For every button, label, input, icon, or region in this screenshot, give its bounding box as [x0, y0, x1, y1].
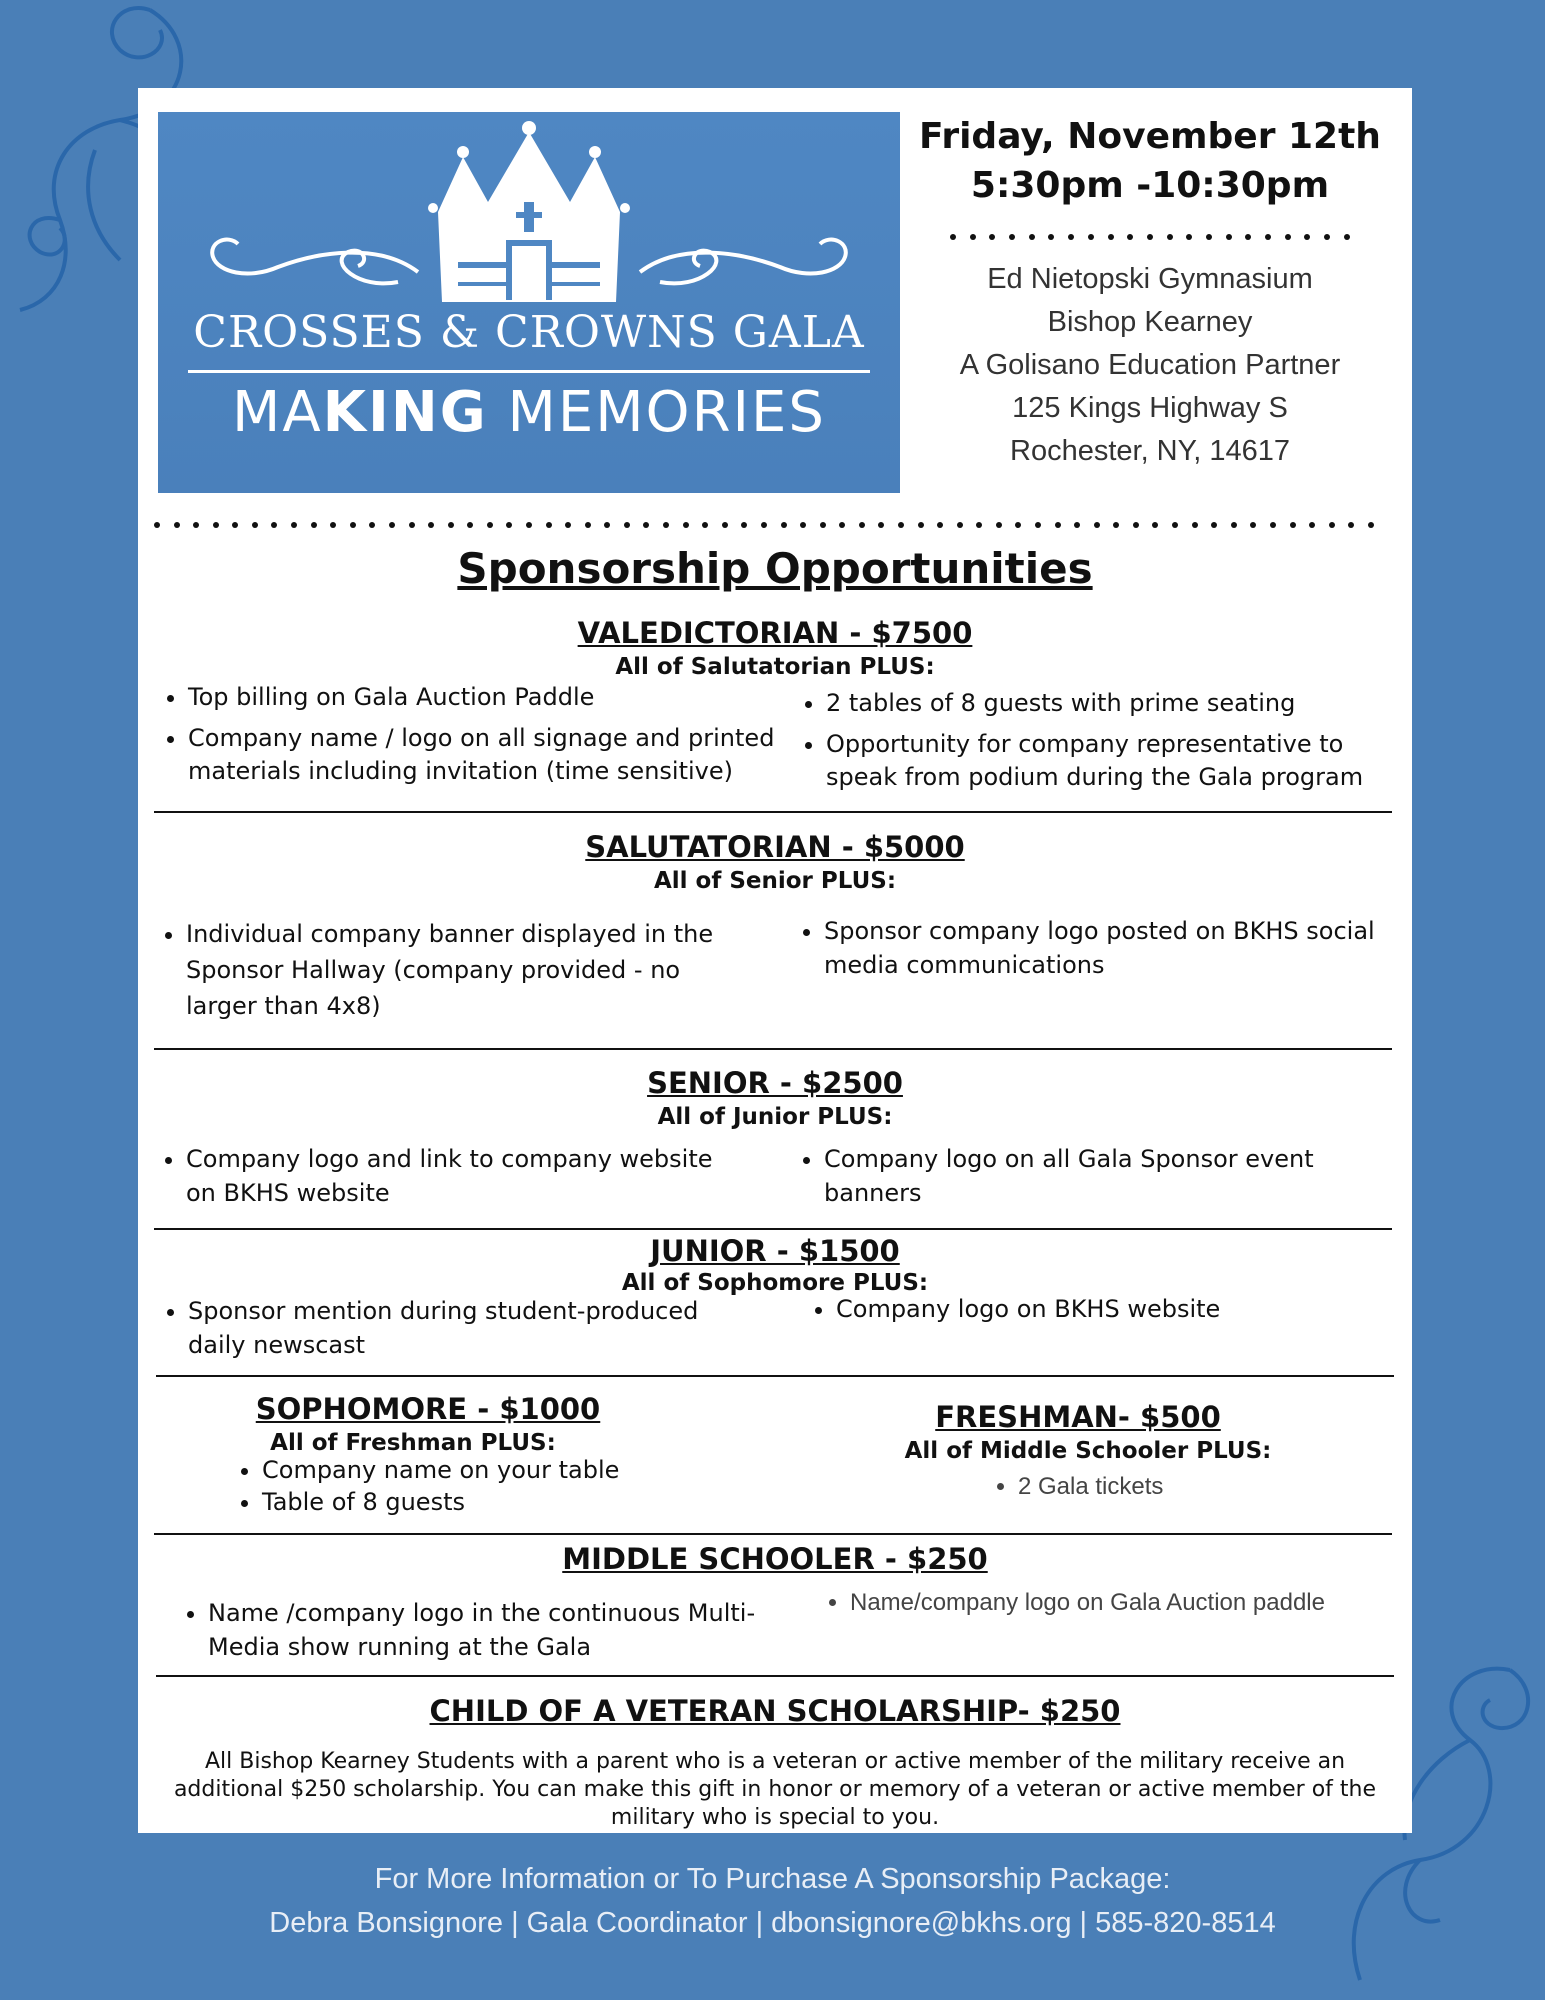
junior-title: JUNIOR - $1500 [650, 1234, 900, 1268]
event-date: Friday, November 12th [919, 116, 1381, 157]
valedictorian-right-list [796, 686, 1396, 802]
sponsorship-heading: Sponsorship Opportunities [457, 544, 1093, 593]
logo-tagline [158, 380, 900, 445]
venue-line: Bishop Kearney [1047, 306, 1253, 338]
venue-line: Rochester, NY, 14617 [1010, 435, 1290, 467]
logo-tagline-part1: MA [232, 380, 323, 445]
section-divider [154, 1533, 1392, 1535]
salutatorian-subtitle: All of Senior PLUS: [653, 868, 897, 894]
flyer-card [138, 88, 1412, 1833]
list-item: • Company logo on BKHS website [836, 1292, 1326, 1326]
venue-line: A Golisano Education Partner [959, 349, 1341, 381]
salutatorian-left-list [156, 916, 726, 1032]
venue-line: 125 Kings Highway S [1012, 392, 1288, 424]
gala-logo [158, 112, 900, 493]
logo-tagline-bold: KING [322, 380, 488, 445]
list-item: • Sponsor company logo posted on BKHS social media communications [824, 914, 1394, 982]
list-item: • Top billing on Gala Auction Paddle [188, 680, 778, 714]
dotted-divider [950, 234, 1350, 240]
freshman-title: FRESHMAN- $500 [935, 1400, 1221, 1434]
list-item: • Company name on your table [262, 1454, 652, 1486]
list-item: • Name/company logo on Gala Auction paddle [850, 1586, 1400, 1620]
salutatorian-right-list [794, 914, 1394, 990]
venue-address [908, 258, 1392, 473]
sophomore-title: SOPHOMORE - $1000 [255, 1392, 601, 1426]
section-divider [156, 1375, 1394, 1377]
valedictorian-subtitle: All of Salutatorian PLUS: [615, 654, 935, 680]
list-item: • Company name / logo on all signage and printed materials including invitation (time sensitive) [188, 722, 778, 788]
event-info [908, 112, 1392, 473]
middle-schooler-right-list [820, 1586, 1400, 1628]
logo-title: CROSSES & CROWNS GALA [193, 307, 865, 358]
list-item: • Name /company logo in the continuous Multi-Media show running at the Gala [208, 1596, 758, 1664]
freshman-subtitle: All of Middle Schooler PLUS: [904, 1438, 1272, 1464]
section-divider [154, 811, 1392, 813]
list-item: • Sponsor mention during student-produced daily newscast [188, 1294, 718, 1362]
list-item: • Table of 8 guests [262, 1486, 652, 1518]
venue-line: Ed Nietopski Gymnasium [987, 263, 1313, 295]
logo-divider [188, 370, 870, 373]
list-item: • 2 tables of 8 guests with prime seating [826, 686, 1396, 720]
junior-right-list [806, 1292, 1326, 1334]
salutatorian-title: SALUTATORIAN - $5000 [585, 830, 965, 864]
valedictorian-title: VALEDICTORIAN - $7500 [577, 616, 973, 650]
list-item: • Company logo on all Gala Sponsor event banners [824, 1142, 1314, 1210]
senior-title: SENIOR - $2500 [647, 1066, 903, 1100]
valedictorian-left-list [158, 680, 778, 796]
section-divider [154, 1048, 1392, 1050]
junior-left-list [158, 1294, 718, 1370]
middle-schooler-left-list [178, 1596, 758, 1672]
veteran-scholarship-title: CHILD OF A VETERAN SCHOLARSHIP- $250 [429, 1694, 1121, 1728]
section-divider [156, 1675, 1394, 1677]
footer-contact-line: Debra Bonsignore | Gala Coordinator | dbonsignore@bkhs.org | 585-820-8514 [269, 1907, 1276, 1939]
footer-info-line: For More Information or To Purchase A Sponsorship Package: [374, 1863, 1171, 1895]
senior-right-list [794, 1142, 1314, 1218]
junior-subtitle: All of Sophomore PLUS: [621, 1270, 929, 1296]
section-divider [154, 1228, 1392, 1230]
sophomore-subtitle: All of Freshman PLUS: [270, 1430, 556, 1456]
senior-subtitle: All of Junior PLUS: [657, 1104, 893, 1130]
list-item: • 2 Gala tickets [1018, 1470, 1288, 1504]
event-time: 5:30pm -10:30pm [970, 165, 1330, 206]
sophomore-list [232, 1454, 652, 1526]
senior-left-list [156, 1142, 716, 1218]
list-item: • Company logo and link to company website on BKHS website [186, 1142, 716, 1210]
list-item: • Individual company banner displayed in the Sponsor Hallway (company provided - no larger than 4x8) [186, 916, 726, 1024]
dotted-divider-wide [154, 522, 1374, 528]
veteran-scholarship-text: All Bishop Kearney Students with a parent who is a veteran or active member of the military receive an additional $250 scholarship. You can make this gift in honor or memory of a veteran or active member of the military who is special to you. [173, 1749, 1377, 1830]
freshman-list [988, 1470, 1288, 1512]
logo-tagline-part2: MEMORIES [487, 380, 826, 445]
middle-schooler-title: MIDDLE SCHOOLER - $250 [562, 1542, 988, 1576]
list-item: • Opportunity for company representative to speak from podium during the Gala program [826, 728, 1396, 794]
